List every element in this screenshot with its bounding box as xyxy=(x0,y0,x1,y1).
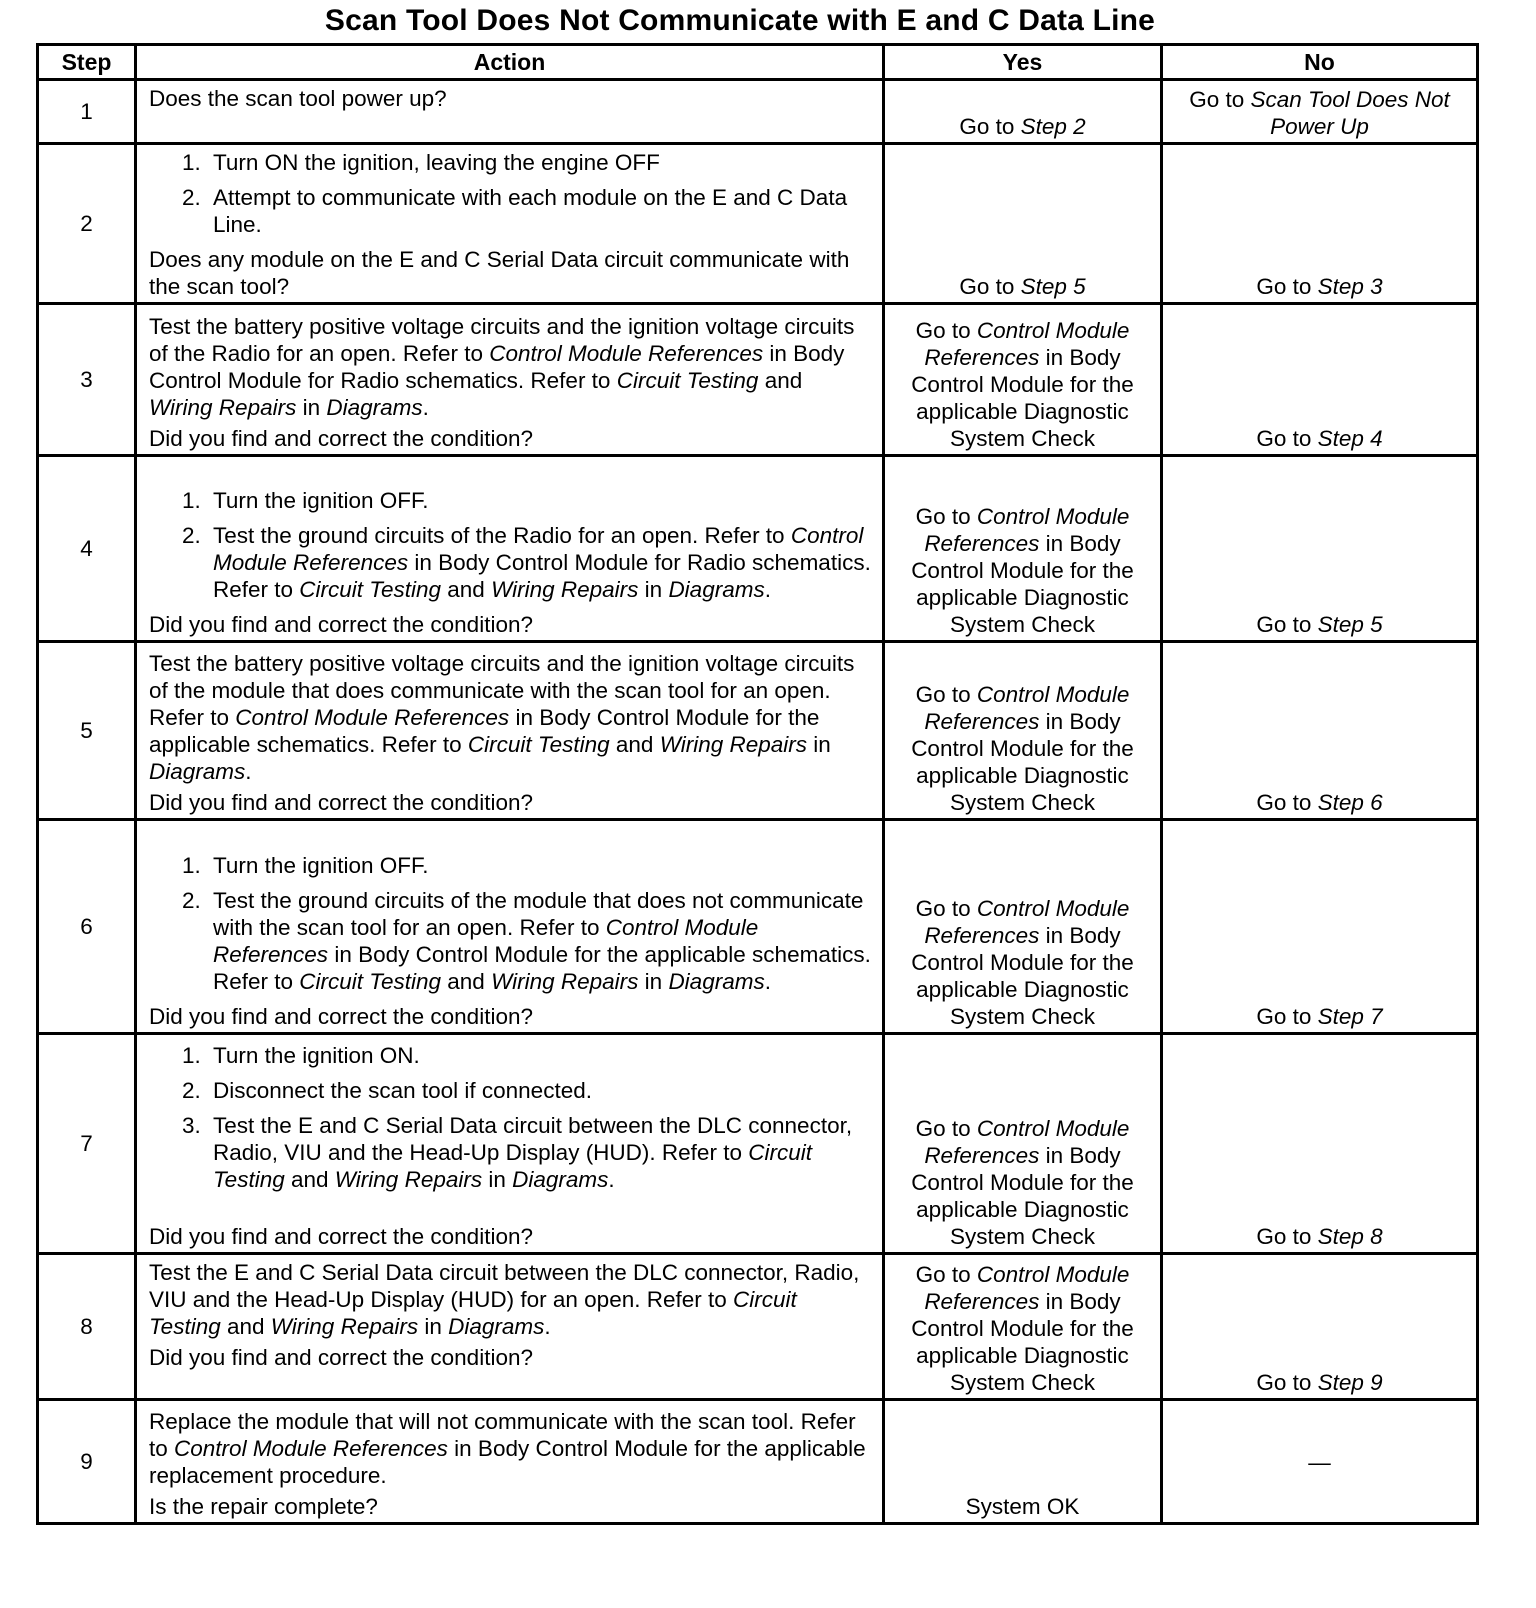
yes-cell: Go to Control Module References in Body Control Module for the applicable Diagnostic System Check xyxy=(884,1254,1162,1400)
action-item: 1. Turn ON the ignition, leaving the engine OFF xyxy=(207,149,872,176)
yes-ref-link[interactable]: Control Module References xyxy=(924,504,1130,556)
ref-circuit-testing[interactable]: Circuit Testing xyxy=(467,732,610,757)
header-action: Action xyxy=(136,45,884,80)
step-number: 9 xyxy=(38,1400,136,1524)
table-row-step-4 xyxy=(38,456,1478,642)
table-row-step-1 xyxy=(38,80,1478,144)
ref-circuit-testing[interactable]: Circuit Testing xyxy=(616,368,759,393)
action-text: Replace the module that will not communicate with the scan tool. Refer to Control Module References in Body Control Module for the applicable replacement procedure. xyxy=(149,1409,866,1488)
action-question: Did you find and correct the condition? xyxy=(149,612,533,637)
no-step-link[interactable]: Step 3 xyxy=(1317,274,1383,299)
step-number: 3 xyxy=(38,304,136,456)
table-row-step-2 xyxy=(38,144,1478,304)
action-item: 1. Turn the ignition OFF. xyxy=(207,852,872,879)
yes-ref-link[interactable]: Control Module References xyxy=(924,682,1130,734)
action-list xyxy=(149,149,872,238)
action-question: Did you find and correct the condition? xyxy=(149,1004,533,1029)
ref-circuit-testing[interactable]: Circuit Testing xyxy=(299,577,442,602)
ref-control-module-references[interactable]: Control Module References xyxy=(489,341,764,366)
yes-step-link[interactable]: Step 2 xyxy=(1020,114,1086,139)
action-question: Is the repair complete? xyxy=(149,1494,378,1519)
action-cell xyxy=(136,820,884,1034)
action-list xyxy=(149,1042,872,1193)
action-item: 1. Turn the ignition ON. xyxy=(207,1042,872,1069)
step-number: 2 xyxy=(38,144,136,304)
no-step-link[interactable]: Step 5 xyxy=(1317,612,1383,637)
ref-circuit-testing[interactable]: Circuit Testing xyxy=(149,1287,797,1339)
no-step-link[interactable]: Step 7 xyxy=(1317,1004,1383,1029)
table-row-step-9 xyxy=(38,1400,1478,1524)
yes-result-text: System OK xyxy=(965,1494,1080,1519)
no-cell xyxy=(1162,1400,1478,1524)
yes-step-link[interactable]: Step 5 xyxy=(1020,274,1086,299)
no-step-link[interactable]: Scan Tool Does Not Power Up xyxy=(1250,87,1450,139)
action-question: Does any module on the E and C Serial Data circuit communicate with the scan tool? xyxy=(149,247,850,299)
action-cell xyxy=(136,80,884,144)
no-cell xyxy=(1162,144,1478,304)
action-cell xyxy=(136,304,884,456)
no-cell: Go to Step 7 xyxy=(1162,820,1478,1034)
yes-ref-link[interactable]: Control Module References xyxy=(924,1262,1130,1314)
action-cell xyxy=(136,642,884,820)
action-text: Test the E and C Serial Data circuit between the DLC connector, Radio, VIU and the Head-Up Display (HUD) for an open. Refer to Circuit Testing and Wiring Repairs in Diagrams. xyxy=(149,1260,860,1339)
ref-wiring-repairs[interactable]: Wiring Repairs xyxy=(270,1314,419,1339)
step-number: 4 xyxy=(38,456,136,642)
no-step-link[interactable]: Step 8 xyxy=(1317,1224,1383,1249)
yes-cell: Go to Control Module References in Body Control Module for the applicable Diagnostic System Check xyxy=(884,304,1162,456)
no-prefix: Go to xyxy=(1189,87,1251,112)
ref-wiring-repairs[interactable]: Wiring Repairs xyxy=(334,1167,483,1192)
yes-cell: Go to Control Module References in Body Control Module for the applicable Diagnostic System Check xyxy=(884,642,1162,820)
action-question: Does the scan tool power up? xyxy=(149,86,447,111)
ref-diagrams[interactable]: Diagrams xyxy=(512,1167,609,1192)
ref-control-module-references[interactable]: Control Module References xyxy=(235,705,510,730)
action-item: 2. Disconnect the scan tool if connected. xyxy=(207,1077,872,1104)
no-cell xyxy=(1162,80,1478,144)
diagnostic-table xyxy=(36,43,1479,1525)
ref-wiring-repairs[interactable]: Wiring Repairs xyxy=(659,732,808,757)
action-item: 3. Test the E and C Serial Data circuit between the DLC connector, Radio, VIU and the Head-Up Display (HUD). Refer to Circuit Testing and Wiring Repairs in Diagrams. xyxy=(207,1112,872,1193)
action-cell xyxy=(136,1034,884,1254)
ref-diagrams[interactable]: Diagrams xyxy=(326,395,423,420)
ref-control-module-references[interactable]: Control Module References xyxy=(174,1436,448,1461)
step-number: 8 xyxy=(38,1254,136,1400)
header-row xyxy=(38,45,1478,80)
action-cell xyxy=(136,1400,884,1524)
step-number: 6 xyxy=(38,820,136,1034)
yes-cell xyxy=(884,80,1162,144)
no-cell: Go to Step 6 xyxy=(1162,642,1478,820)
table-row-step-3 xyxy=(38,304,1478,456)
ref-control-module-references[interactable]: Control Module References xyxy=(213,523,864,575)
action-cell xyxy=(136,1254,884,1400)
header-no: No xyxy=(1162,45,1478,80)
action-item: 2. Test the ground circuits of the module that does not communicate with the scan tool for an open. Refer to Control Module References in Body Control Module for the applicable schematics. Refer to Circuit Testing and Wiring Repairs in Diagrams. xyxy=(207,887,872,995)
no-cell: Go to Step 4 xyxy=(1162,304,1478,456)
yes-cell: Go to Control Module References in Body Control Module for the applicable Diagnostic System Check xyxy=(884,456,1162,642)
ref-circuit-testing[interactable]: Circuit Testing xyxy=(213,1140,812,1192)
action-cell xyxy=(136,456,884,642)
action-text: Test the battery positive voltage circuits and the ignition voltage circuits of the Radio for an open. Refer to Control Module References in Body Control Module for Radio schematics. Refer to Circuit Testing and Wiring Repairs in Diagrams. xyxy=(149,314,855,420)
yes-ref-link[interactable]: Control Module References xyxy=(924,318,1130,370)
ref-diagrams[interactable]: Diagrams xyxy=(149,759,246,784)
action-question: Did you find and correct the condition? xyxy=(149,1224,533,1249)
header-yes: Yes xyxy=(884,45,1162,80)
ref-wiring-repairs[interactable]: Wiring Repairs xyxy=(149,395,297,420)
table-row-step-7 xyxy=(38,1034,1478,1254)
no-step-link[interactable]: Step 9 xyxy=(1317,1370,1383,1395)
yes-cell xyxy=(884,144,1162,304)
yes-prefix: Go to xyxy=(959,114,1021,139)
yes-ref-link[interactable]: Control Module References xyxy=(924,1116,1130,1168)
ref-diagrams[interactable]: Diagrams xyxy=(668,577,765,602)
table-row-step-5 xyxy=(38,642,1478,820)
action-question: Did you find and correct the condition? xyxy=(149,1345,533,1370)
step-number: 7 xyxy=(38,1034,136,1254)
yes-ref-link[interactable]: Control Module References xyxy=(924,896,1130,948)
table-row-step-8 xyxy=(38,1254,1478,1400)
step-number: 5 xyxy=(38,642,136,820)
ref-circuit-testing[interactable]: Circuit Testing xyxy=(299,969,442,994)
action-item: 2. Test the ground circuits of the Radio for an open. Refer to Control Module References in Body Control Module for Radio schematics. Refer to Circuit Testing and Wiring Repairs in Diagrams. xyxy=(207,522,872,603)
page-title: Scan Tool Does Not Communicate with E and C Data Line xyxy=(324,4,1156,37)
table-row-step-6 xyxy=(38,820,1478,1034)
action-item: 2. Attempt to communicate with each module on the E and C Data Line. xyxy=(207,184,872,238)
step-number: 1 xyxy=(38,80,136,144)
action-item: 1. Turn the ignition OFF. xyxy=(207,487,872,514)
action-list xyxy=(149,852,872,995)
ref-wiring-repairs[interactable]: Wiring Repairs xyxy=(491,969,639,994)
action-cell xyxy=(136,144,884,304)
ref-control-module-references[interactable]: Control Module References xyxy=(213,915,759,967)
ref-diagrams[interactable]: Diagrams xyxy=(668,969,765,994)
action-question: Did you find and correct the condition? xyxy=(149,426,533,451)
action-list xyxy=(149,487,872,603)
no-cell: Go to Step 8 xyxy=(1162,1034,1478,1254)
no-prefix: Go to xyxy=(1256,274,1318,299)
action-text: Test the battery positive voltage circuits and the ignition voltage circuits of the module that does communicate with the scan tool for an open. Refer to Control Module References in Body Control Module for the applicable schematics. Refer to Circuit Testing and Wiring Repairs in Diagrams. xyxy=(149,651,855,784)
no-step-link[interactable]: Step 6 xyxy=(1317,790,1383,815)
action-question: Did you find and correct the condition? xyxy=(149,790,533,815)
no-cell: Go to Step 9 xyxy=(1162,1254,1478,1400)
yes-cell: Go to Control Module References in Body Control Module for the applicable Diagnostic System Check xyxy=(884,1034,1162,1254)
no-step-link[interactable]: Step 4 xyxy=(1317,426,1383,451)
yes-cell: Go to Control Module References in Body Control Module for the applicable Diagnostic System Check xyxy=(884,820,1162,1034)
no-result-dash: — xyxy=(1308,1450,1331,1475)
ref-diagrams[interactable]: Diagrams xyxy=(448,1314,545,1339)
no-cell: Go to Step 5 xyxy=(1162,456,1478,642)
yes-cell xyxy=(884,1400,1162,1524)
yes-prefix: Go to xyxy=(959,274,1021,299)
header-step: Step xyxy=(38,45,136,80)
ref-wiring-repairs[interactable]: Wiring Repairs xyxy=(491,577,639,602)
